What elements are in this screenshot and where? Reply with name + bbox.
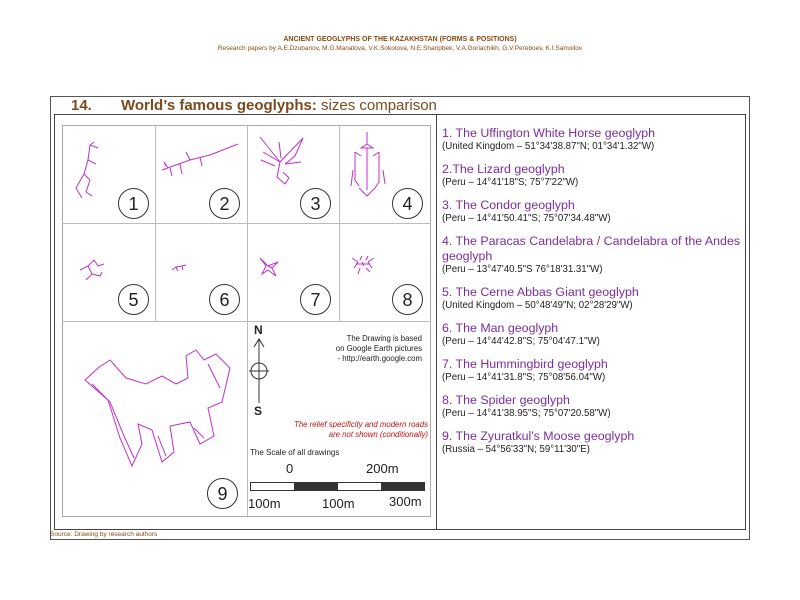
glyph-badge-2: 2 [209,188,240,219]
geoglyph-list-item [442,234,742,276]
glyph-badge-4: 4 [392,188,423,219]
geoglyph-list-item [442,357,742,384]
condor-geoglyph-drawing [255,132,310,192]
hummingbird-geoglyph-drawing [258,254,282,280]
scale-label-100m-b: 100m [322,496,355,511]
grid-line [62,321,431,322]
drawing-note-line: on Google Earth pictures [335,344,422,353]
geoglyph-list-item [442,126,742,153]
geoglyph-list-item [442,429,742,456]
slide-title-rest: sizes comparison [316,97,437,114]
relief-note [262,420,428,440]
geoglyph-name: 6. The Man geoglyph [442,321,559,335]
candelabra-geoglyph-drawing [347,130,392,210]
slide-number: 14. [71,97,92,114]
geoglyph-list-item [442,393,742,420]
document-title: ANCIENT GEOGLYPHS OF THE KAZAKHSTAN (FORMS & POSITIONS) [283,36,517,43]
geoglyph-coordinates: (Peru – 13°47'40.5"S 76°18'31.31"W) [442,264,603,275]
geoglyph-name: 5. The Cerne Abbas Giant geoglyph [442,285,639,299]
geoglyph-coordinates: (Peru – 14°44'42.8"S; 75°04'47.1"W) [442,336,600,347]
drawing-note-line: - http://earth.google.com [337,354,422,363]
geoglyph-coordinates: (United Kingdom – 50°48'49"N; 02°28'29"W) [442,300,633,311]
grid-line [62,223,431,224]
document-authors: Research papers by A.E.Dzubanov, M.G.Manatova, V.K.Sokolova, N.E.Sharipbek, V.A.Goriachikh, G.V.Pereboev, K.I.Samoilov [217,45,583,52]
drawing-note-line: The Drawing is based [346,334,422,343]
source-note: Source: Drawing by research authors [50,531,158,538]
glyph-badge-7: 7 [300,284,331,315]
geoglyph-coordinates: (Peru – 14°41'31.8"S; 75°08'56.04"W) [442,372,606,383]
geoglyph-name: 9. The Zyuratkul's Moose geoglyph [442,429,635,443]
scale-label-300m: 300m [389,494,422,509]
man-geoglyph-drawing [170,262,190,274]
slide-title [121,97,437,114]
geoglyph-list-item [442,162,742,189]
scale-caption: The Scale of all drawings [250,448,340,457]
geoglyph-list-item [442,321,742,348]
glyph-badge-9: 9 [207,478,238,509]
relief-note-line: The relief specificity and modern roads [294,420,428,429]
glyph-badge-5: 5 [118,284,149,315]
compass-north: N [254,323,263,337]
spider-geoglyph-drawing [350,254,376,276]
geoglyph-coordinates: (United Kingdom – 51°34'38.87"N; 01°34'1.32"W) [442,141,655,152]
scale-label-0: 0 [286,461,294,476]
giant-geoglyph-drawing [78,258,108,283]
geoglyph-list-item [442,198,742,225]
geoglyph-list-item [442,285,742,312]
drawing-source-note [290,334,422,364]
geoglyph-coordinates: (Russia – 54°56'33"N; 59°11'30"E) [442,444,590,455]
lizard-geoglyph-drawing [160,140,245,185]
glyph-badge-8: 8 [392,284,423,315]
scale-label-200m: 200m [366,461,399,476]
geoglyph-name: 7. The Hummingbird geoglyph [442,357,608,371]
geoglyph-name: 8. The Spider geoglyph [442,393,570,407]
glyph-badge-3: 3 [300,188,331,219]
geoglyph-name: 1. The Uffington White Horse geoglyph [442,126,656,140]
geoglyph-coordinates: (Peru – 14°41'50.41"S; 75°07'34.48"W) [442,213,611,224]
slide-heading [50,96,750,115]
horse-geoglyph-drawing [70,140,110,205]
relief-note-line: are not shown (conditionally) [328,430,428,439]
geoglyph-name: 4. The Paracas Candelabra / Candelabra of the Andes geoglyph [442,234,741,263]
scale-label-100m-a: 100m [248,496,281,511]
compass-rose-icon [248,337,270,405]
slide-title-bold: World’s famous geoglyphs: [121,97,317,114]
geoglyph-name: 2.The Lizard geoglyph [442,162,565,176]
panel-divider [436,114,437,530]
glyph-badge-6: 6 [209,284,240,315]
geoglyph-coordinates: (Peru – 14°41'38.95"S; 75°07'20.58"W) [442,408,611,419]
compass-south: S [254,404,263,418]
geoglyph-coordinates: (Peru – 14°41'18"S; 75°7'22"W) [442,177,579,188]
geoglyph-list [442,126,742,465]
moose-geoglyph-drawing [80,348,240,483]
glyph-badge-1: 1 [118,188,149,219]
geoglyph-name: 3. The Condor geoglyph [442,198,575,212]
